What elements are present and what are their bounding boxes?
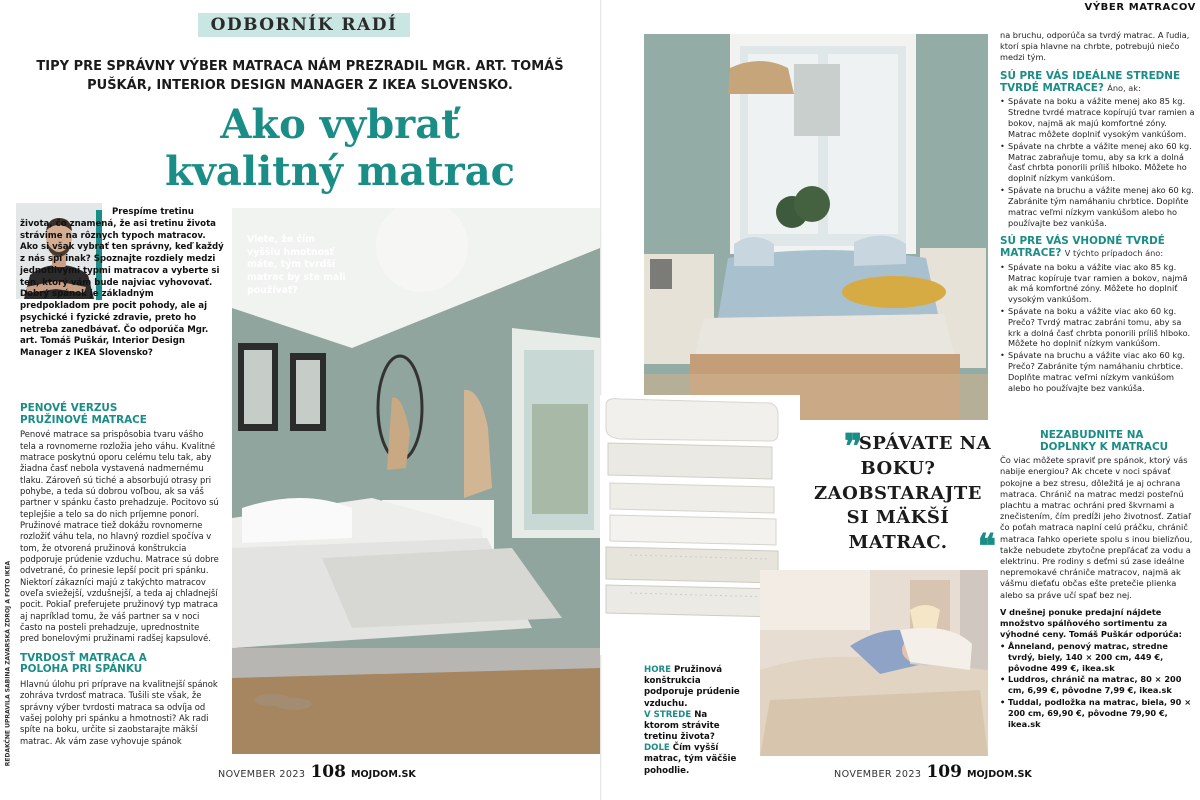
- offer-list: [1000, 641, 1196, 730]
- paragraph-firmness: Hlavnú úlohu pri príprave na kvalitnejší spánok zohráva tvrdosť matraca. Tušili ste však, že správny výber tvrdosti matraca sa odvíja od vašej polohy pri spánku a hmotnosti? Ak radi spíte na boku, určite si zaobstarajte mäkší matrac. Ak vám zase vyhovuje spánok: [20, 679, 218, 746]
- list-item: • Spávate na boku a vážite viac ako 60 kg. Prečo? Tvrdý matrac zabráni tomu, aby sa krk a dolná časť chrbta ponorili príliš hlboko. Môžete ho doplniť nízkym vankúšom.: [1000, 306, 1196, 349]
- footer-date: NOVEMBER 2023: [834, 769, 922, 780]
- article-title-line-1: Ako vybrať: [220, 101, 460, 148]
- footer-site: MOJDOM.SK: [350, 769, 416, 780]
- subheading-foam-vs-spring: PENOVÉ VERZUS PRUŽINOVÉ MATRACE: [20, 402, 147, 426]
- offer-item: • Luddros, chránič na matrac, 80 × 200 cm, 6,99 €, pôvodne 7,99 €, ikea.sk: [1000, 674, 1196, 696]
- credit-line: REDAKČNE UPRAVILA SABINA ZAVARSKÁ ZDROJ A FOTO IKEA: [4, 560, 12, 767]
- article-title-line-2: kvalitný matrac: [164, 148, 516, 195]
- subheading-medium-block: [1000, 71, 1196, 94]
- list-item: • Spávate na bruchu a vážite viac ako 60 kg. Prečo? Zabránite tým namáhaniu chrbtice. Doplňte matrac veľmi nízkym vankúšom alebo ho používajte bez vankúša.: [1000, 350, 1196, 393]
- footer-date: NOVEMBER 2023: [218, 769, 306, 780]
- subheading-accessories: NEZABUDNITE NA DOPLNKY K MATRACU: [1040, 429, 1169, 453]
- pull-quote-close-icon: ❝: [977, 527, 996, 568]
- caption-label-bottom: DOLE: [644, 743, 670, 754]
- column-right: [1000, 30, 1196, 395]
- right-page: [602, 0, 1200, 800]
- caption-text-middle: Na ktorom strávite tretinu života?: [644, 709, 720, 743]
- subheading-firmness: TVRDOSŤ MATRACA A POLOHA PRI SPÁNKU: [20, 651, 147, 676]
- subheading-firm-tail: V týchto prípadoch áno:: [1064, 248, 1164, 259]
- pull-quote: [798, 427, 998, 568]
- section-tag-right: VÝBER MATRACOV: [1084, 2, 1196, 13]
- list-item: • Spávate na chrbte a vážite menej ako 60 kg. Matrac zabraňuje tomu, aby sa krk a dolná časť chrbta ponorili príliš hlboko. Môžete ho doplniť nízkym vankúšom.: [1000, 141, 1196, 184]
- photo-quote: Viete, že čím vyššiu hmotnosť máte, tým tvrdší matrac by ste mali používať?: [247, 234, 346, 296]
- offer-intro: V dnešnej ponuke predajní nájdete množstvo spálňového sortimentu za výhodné ceny. Tomáš Puškár odporúča:: [1000, 606, 1182, 639]
- column-1: [20, 403, 220, 747]
- column-right-lower: [1000, 430, 1196, 731]
- pull-quote-open-icon: ❞: [844, 427, 863, 467]
- subheading-medium-firm: SÚ PRE VÁS IDEÁLNE STREDNE TVRDÉ MATRACE?: [1000, 70, 1181, 94]
- subheading-firm-block: [1000, 236, 1196, 259]
- paragraph-foam-vs-spring: Penové matrace sa prispôsobia tvaru vášho tela a rovnomerne rozložia jeho váhu. Kvalitné matrace poskytnú oporu celému telu tak, aby žiadna časť nebola vystavená nadmernému tlaku. Zároveň sú tiché a absorbujú otrasy pri pohybe, a teda sú dobrou voľbou, ak sa váš partner v spánku často prehadzuje. Pocitovo sú teplejšie a telo sa do nich príjemne ponorí. Pružinové matrace tiež dokážu rovnomerne rozložiť váhu tela, no hlavný rozdiel spočíva v tom, že otvorená pružinová konštrukcia podporuje prúdenie vzduchu. Matrace sú dobre odvetrané, čo prinesie lepší pocit pri spánku. Niektorí zákazníci majú z takýchto matracov oveľa sviežejší, vzdušnejší, a teda aj chladnejší pocit. Pokiaľ preferujete pružinový typ matraca aj napríklad tomu, že váš partner sa v noci často na posteli prehadzuje, uprednostnite pred bonelovými pružinami radšej kapsulové.: [20, 429, 219, 644]
- footer-site: MOJDOM.SK: [966, 769, 1032, 780]
- caption-text-bottom: Čím vyšší matrac, tým väčšie pohodlie.: [644, 743, 737, 776]
- offer-item: • Tuddal, podložka na matrac, biela, 90 × 200 cm, 69,90 €, pôvodne 79,90 €, ikea.sk: [1000, 697, 1196, 729]
- article-intro: TIPY PRE SPRÁVNY VÝBER MATRACA NÁM PREZRADIL MGR. ART. TOMÁŠ PUŠKÁR, INTERIOR DESIGN MANAGER Z IKEA SLOVENSKO.: [36, 59, 564, 93]
- list-item: • Spávate na boku a vážite viac ako 85 kg. Matrac kopíruje tvar ramien a bokov, najmä ak má komfortné zóny. Môžete ho doplniť vysokým vankúšom.: [1000, 262, 1196, 305]
- list-firm: [1000, 262, 1196, 394]
- page-number: 109: [926, 762, 962, 782]
- caption-label-top: HORE: [644, 665, 671, 675]
- subheading-firm: SÚ PRE VÁS VHODNÉ TVRDÉ MATRACE?: [1000, 235, 1165, 260]
- paragraph-accessories: Čo viac môžete spraviť pre spánok, ktorý vás nabije energiou? Ak chcete v noci spávať pokojne a bez stresu, dôležitá je aj ochrana matraca. Chránič na matrac medzi posteľnú plachtu a matrac ochráni pred škvrnami a znečistením, čím predĺži jeho životnosť. Zatiaľ čo poťah matraca naplní celú práčku, chránič matraca ľahko operiete spolu s inou bielizňou, takže nebudete zbytočne prepľácať za vodu a elektrinu. Pre rodiny s deťmi sú zase ideálne nepremokavé chrániče matracov, najmä ak vášmu dieťaťu občas ešte pretečie plienka alebo sa práve učí spať bez nej.: [1000, 455, 1193, 600]
- offer-item: • Ånneland, penový matrac, stredne tvrdý, biely, 140 × 200 cm, 449 €, pôvodne 499 €, ikea.sk: [1000, 641, 1196, 673]
- caption-label-middle: V STREDE: [644, 709, 692, 720]
- lead-paragraph: Prespíme tretinu života, čo znamená, že asi tretinu života strávime na rôznych typoch matracov. Ako si však vybrať ten správny, keď každý z nás spí inak? Spoznajte rozdiely medzi jednotlivými typmi matracov a vyberte si ten, ktorý vám bude najviac vyhovovať. Dobrý spánok je základným predpokladom pre pocit pohody, ale aj psychické i fyzické zdravie, preto ho netreba zanedbávať. Čo odporúča Mgr. art. Tomáš Puškár, Interior Design Manager z IKEA Slovensko?: [20, 207, 224, 359]
- sleeping-man-photo: [760, 570, 988, 756]
- photo-captions: [644, 665, 744, 777]
- footer-left: [218, 762, 418, 784]
- list-item: • Spávate na bruchu a vážite menej ako 60 kg. Zabránite tým namáhaniu chrbtice. Doplňte matrac veľmi nízkym vankúšom alebo ho používajte bez vankúša.: [1000, 185, 1196, 228]
- footer-right: [834, 762, 1054, 784]
- page-number: 108: [310, 762, 346, 782]
- section-tag: ODBORNÍK RADÍ: [198, 13, 410, 37]
- list-medium-firm: [1000, 96, 1196, 228]
- paragraph-continued: na bruchu, odporúča sa tvrdý matrac. A ľudia, ktorí spia hlavne na chrbte, potrebujú niečo medzi tým.: [1000, 30, 1190, 63]
- pull-quote-text: SPÁVATE NA BOKU? ZAOBSTARAJTE SI MÄKŠÍ MATRAC.: [814, 433, 992, 554]
- list-item: • Spávate na boku a vážite menej ako 85 kg. Stredne tvrdé matrace kopírujú tvar ramien a bokov, najmä ak majú komfortné zóny. Matrac môžete doplniť vysokým vankúšom.: [1000, 96, 1196, 139]
- bedroom-photo-top: [644, 34, 988, 420]
- subheading-medium-tail: Áno, ak:: [1107, 82, 1141, 93]
- caption-text-top: Pružinová konštrukcia podporuje prúdenie vzduchu.: [644, 665, 740, 709]
